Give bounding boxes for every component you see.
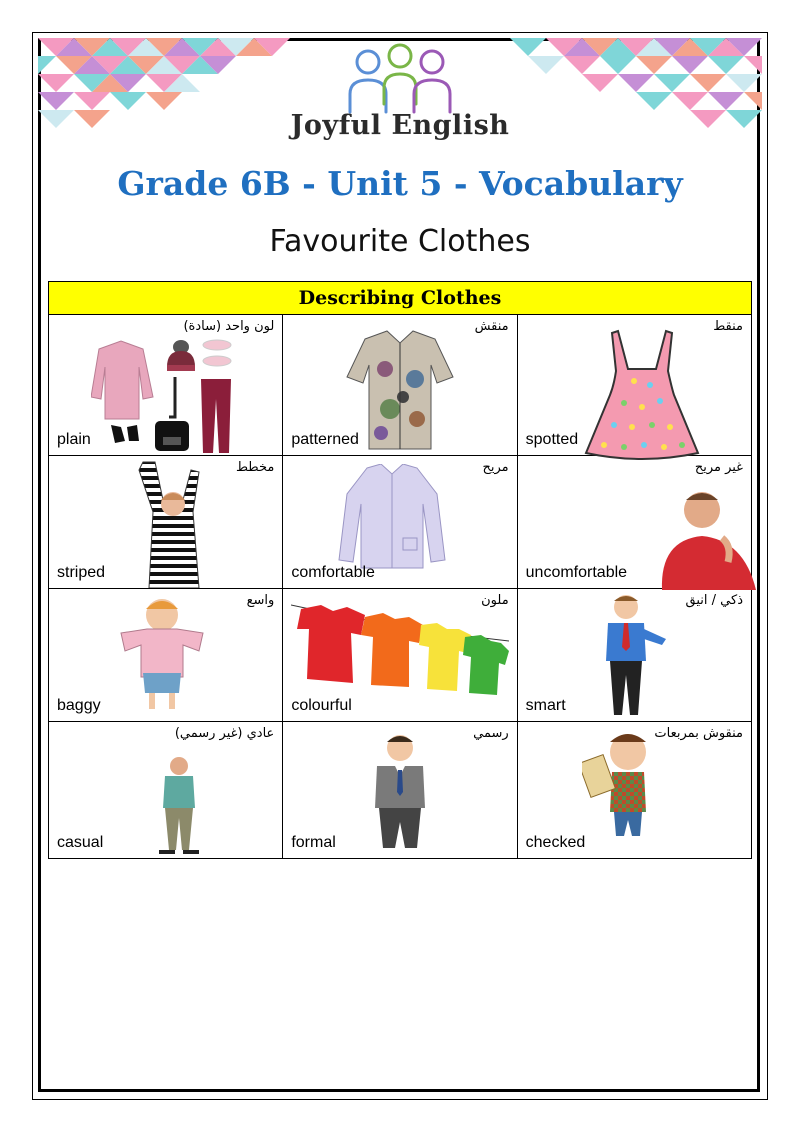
english-label: patterned [291,431,359,448]
vocab-cell-checked [517,722,751,859]
english-label: baggy [57,697,101,714]
baggy-kid-image [117,593,207,715]
vocab-cell-casual [49,722,283,859]
comfortable-shirt-image [337,464,447,570]
formal-man-image [369,732,431,852]
english-label: checked [525,834,586,851]
table-row [49,315,752,456]
page-subtitle: Favourite Clothes [269,224,531,259]
page-title: Grade 6B - Unit 5 - Vocabulary [117,164,683,203]
spotted-dress-image [584,329,700,461]
uncomfortable-man-image [652,486,762,590]
arabic-label: منقط [713,319,743,334]
arabic-label: ملون [481,593,509,608]
vocabulary-table [48,281,752,859]
vocab-cell-formal [283,722,517,859]
english-label: uncomfortable [525,564,628,581]
vocab-cell-plain [49,315,283,456]
vocab-cell-patterned [283,315,517,456]
table-row [49,722,752,859]
arabic-label: مخطط [235,460,275,475]
vocab-cell-comfortable [283,456,517,589]
english-label: colourful [291,697,352,714]
vocab-cell-spotted [517,315,751,456]
vocab-cell-colourful [283,589,517,722]
checked-boy-image [582,728,662,844]
arabic-label: منقش [474,319,509,334]
colourful-shirts-image [291,595,509,699]
arabic-label: واسع [246,593,275,608]
english-label: plain [57,431,91,448]
table-heading: Describing Clothes [49,282,752,315]
vocab-cell-striped [49,456,283,589]
english-label: spotted [525,431,579,448]
people-logo-icon [340,42,460,114]
arabic-label: رسمي [473,726,509,741]
vocab-cell-uncomfortable [517,456,751,589]
english-label: comfortable [291,564,375,581]
table-row [49,589,752,722]
arabic-label: مريح [482,460,509,475]
arabic-label: ذكي / انيق [685,593,743,608]
vocab-cell-smart [517,589,751,722]
vocab-cell-baggy [49,589,283,722]
english-label: casual [57,834,104,851]
striped-person-image [133,460,213,588]
table-row [49,456,752,589]
plain-clothes-image [91,337,241,453]
casual-man-image [149,756,209,856]
patterned-shirt-image [345,329,455,453]
arabic-label: لون واحد (سادة) [183,319,275,334]
english-label: smart [525,697,566,714]
arabic-label: غير مريح [694,460,743,475]
brand-name: Joyful English [290,110,510,141]
smart-man-image [600,591,670,719]
arabic-label: عادي (غير رسمي) [174,726,275,741]
english-label: formal [291,834,336,851]
arabic-label: منقوش بمربعات [654,726,743,741]
english-label: striped [57,564,106,581]
